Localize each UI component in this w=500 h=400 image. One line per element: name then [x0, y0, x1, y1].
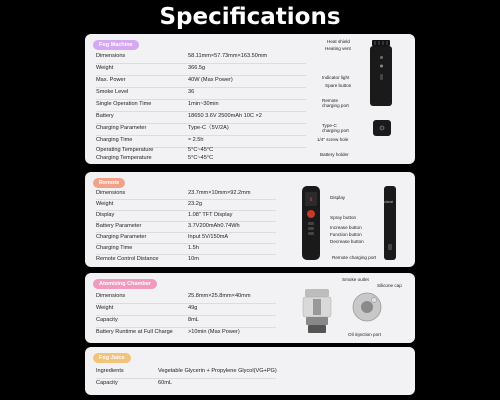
label-remote-charging-port: Remote [322, 98, 339, 103]
spec-value: Input 5V/150mA [188, 234, 229, 240]
spec-value: Vegetable Glycerin + Propylene Glycol(VG+PG) [158, 368, 277, 374]
label-oil-injection-port: Oil injection port [348, 332, 381, 337]
spec-key: Dimensions [96, 53, 126, 59]
atomizing-chamber-card [85, 273, 415, 343]
label-function-button: Function button [330, 232, 362, 237]
spec-key: Operating Temperature [96, 147, 154, 153]
label-smoke-outlet: Smoke outlet [342, 277, 369, 282]
label-battery-holder: Battery holder [320, 152, 349, 157]
spec-value: 1min~30min [188, 101, 219, 107]
remote-card [85, 172, 415, 267]
atomizing-chamber-badge: Atomizing Chamber [93, 279, 157, 289]
spec-value: 3.7V200mAh0.74Wh [188, 223, 240, 229]
fog-juice-card [85, 347, 415, 395]
remote-front-illustration [300, 184, 322, 262]
label-typec-port-2: charging port [322, 128, 349, 133]
spec-key: Charging Time [96, 245, 133, 251]
spec-value: 18650 3.6V 2500mAh 10C ×2 [188, 113, 262, 119]
page-title: Specifications [159, 4, 341, 30]
spec-value: 366.5g [188, 65, 206, 71]
spec-key: Battery [96, 113, 114, 119]
remote-brand-text: ulanzi [384, 200, 394, 204]
spec-key: Capacity [96, 317, 118, 323]
spec-value: 5°C~45°C [188, 155, 214, 161]
svg-text:0: 0 [309, 197, 313, 202]
atomizing-chamber-illustration [297, 285, 337, 341]
fog-machine-card [85, 34, 415, 164]
label-silicone-cap: Silicone cap [377, 283, 402, 288]
fog-juice-badge: Fog Juice [93, 353, 131, 363]
spec-value: 25.8mm×25.8mm×40mm [188, 293, 251, 299]
spec-value: 5°C~45°C [188, 147, 214, 153]
remote-side-illustration [382, 184, 398, 262]
label-heating-vent: Heating vent [325, 46, 351, 51]
spec-key: Dimensions [96, 293, 126, 299]
label-remote-charging-port: Remote charging port [332, 255, 377, 260]
remote-badge: Remote [93, 178, 125, 188]
label-spray-button: Spray button [330, 215, 357, 220]
spec-key: Ingredients [96, 368, 124, 374]
spec-key: Battery Runtime at Full Charge [96, 329, 173, 335]
spec-value: 58.11mm×57.73mm×163.50mm [188, 53, 268, 59]
label-increase-button: Increase button [330, 225, 362, 230]
label-remote-charging-port-2: charging port [322, 103, 349, 108]
spec-key: Charging Time [96, 137, 133, 143]
spec-key: Charging Parameter [96, 125, 147, 131]
spec-key: Remote Control Distance [96, 256, 159, 262]
spec-value: 36 [188, 89, 195, 95]
spec-key: Charging Parameter [96, 234, 147, 240]
spec-value: 1.08" TFT Display [188, 212, 233, 218]
label-decrease-button: Decrease button [330, 239, 364, 244]
spec-value: Type-C（5V/2A) [188, 125, 229, 131]
spec-key: Battery Parameter [96, 223, 142, 229]
label-indicator-light: Indicator light [322, 75, 350, 80]
fog-machine-illustration [365, 38, 401, 160]
label-screw-hole: 1/4" screw hole [317, 137, 349, 142]
spec-key: Weight [96, 201, 114, 207]
spec-key: Display [96, 212, 115, 218]
spec-key: Smoke Level [96, 89, 129, 95]
spec-key: Max. Power [96, 77, 126, 83]
spec-value: 23.7mm×10mm×92.2mm [188, 190, 251, 196]
atomizing-chamber-top-view [350, 289, 384, 325]
spec-key: Weight [96, 305, 114, 311]
label-typec-port: Type-C [322, 123, 337, 128]
spec-key: Capacity [96, 380, 118, 386]
spec-value: 1.5h [188, 245, 199, 251]
spec-value: >10min (Max Power) [188, 329, 240, 335]
spec-key: Single Operation Time [96, 101, 152, 107]
label-spare-button: Spare button [325, 83, 352, 88]
spec-key: Charging Temperature [96, 155, 152, 161]
spec-value: 40W (Max Power) [188, 77, 233, 83]
spec-value: 49g [188, 305, 198, 311]
label-display: Display [330, 195, 346, 200]
spec-key: Weight [96, 65, 114, 71]
fog-machine-badge: Fog Machine [93, 40, 139, 50]
spec-value: ≈ 2.5h [188, 137, 204, 143]
spec-key: Dimensions [96, 190, 126, 196]
label-heat-shield: Heat shield [327, 39, 350, 44]
spec-value: 23.2g [188, 201, 202, 207]
spec-value: 60mL [158, 380, 172, 386]
spec-value: 10m [188, 256, 199, 262]
spec-value: 8mL [188, 317, 199, 323]
